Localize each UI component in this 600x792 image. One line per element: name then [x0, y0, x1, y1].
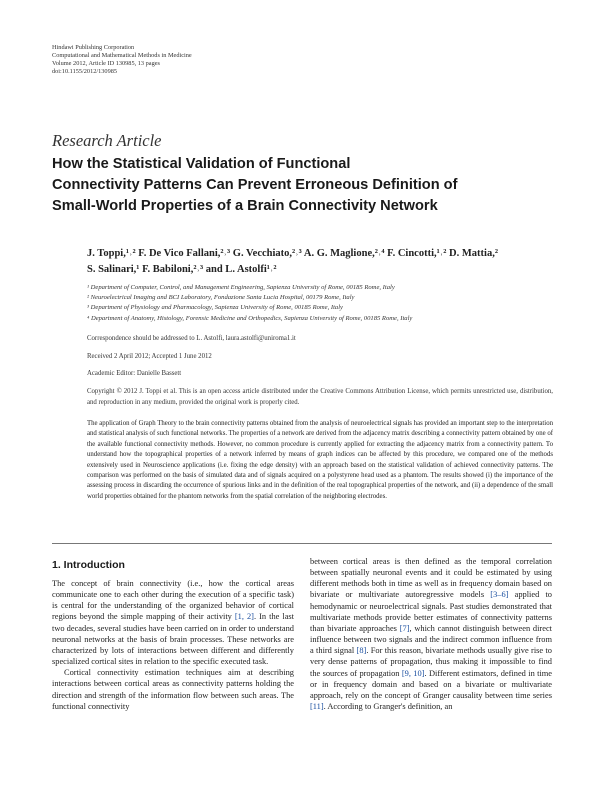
citation-link[interactable]: [9, 10]	[401, 668, 425, 678]
publisher-name: Hindawi Publishing Corporation	[52, 44, 135, 51]
citation-link[interactable]: [1, 2]	[234, 612, 254, 622]
author-list	[87, 246, 557, 278]
left-column	[52, 578, 294, 712]
abstract: The application of Graph Theory to the brain connectivity patterns obtained from the analysis of neuroelectrical signals has provided an important step to the interpretation and statistical analysis of such functional networks. The properties of a network are derived from the adjacency matrix describing a connectivity pattern obtained by one of the available functional connectivity methods. However, no common procedure is currently applied for extracting the adjacency matrix from a connectivity pattern. To understand how the topographical properties of a network inferred by means of graph indices can be affected by this procedure, we compared one of the methods extensively used in Neuroscience applications (i.e. fixing the edge density) with an approach based on the statistical validation of achieved connectivity patterns. The comparison was performed on the basis of simulated data and of signals acquired on a polystyrene head used as a phantom. The results showed (i) the importance of the assessing process in discarding the occurrence of spurious links and in the definition of the real topographical properties of the network, and (ii) a dependence of the small world properties obtained for the phantom networks from the spatial correlation of the neighboring electrodes.	[87, 420, 553, 500]
article-type: Research Article	[52, 131, 162, 150]
section-divider	[52, 543, 552, 544]
text-run: . In the last two decades, several studies have been carried on in order to understand neuronal networks at the basis of brain processes. These networks are characterized by lots of interactions between different and differently specialized cortical sites in relation to the specific executed task.	[52, 612, 295, 667]
text-run: . According to Granger's definition, an	[323, 702, 453, 712]
text-run: applied to hemodynamic or neuroelectrical signals. Past studies demonstrated that multivariate methods provide better estimates of connectivity patterns than bivariate approaches	[310, 590, 552, 633]
journal-name: Computational and Mathematical Methods in Medicine	[52, 52, 192, 60]
affiliations	[87, 283, 557, 324]
text-run: . For this reason, bivariate methods usually give rise to very dense patterns of propagation, thus making it impossible to find the sources of propagation	[310, 646, 552, 678]
citation-link[interactable]: [8]	[356, 646, 367, 656]
volume-info: Volume 2012, Article ID 130985, 13 pages	[52, 60, 160, 68]
citation-link[interactable]: [7]	[399, 623, 410, 633]
text-run: The concept of brain connectivity (i.e., how the cortical areas communicate one to each other during the execution of a specific task) is central for the understanding of the organized behavior of cortical regions beyond the simple mapping of their activity	[52, 579, 294, 622]
section-heading: 1. Introduction	[52, 559, 125, 571]
article-dates: Received 2 April 2012; Accepted 1 June 2012	[87, 353, 212, 360]
title-line: Small-World Properties of a Brain Connectivity Network	[52, 198, 438, 214]
author-line: S. Salinari,¹ F. Babiloni,²˒³ and L. Astolfi¹˒²	[87, 264, 277, 275]
academic-editor: Academic Editor: Danielle Bassett	[87, 370, 182, 377]
citation-link[interactable]: [11]	[310, 702, 324, 712]
copyright-notice: Copyright © 2012 J. Toppi et al. This is an open access article distributed under the Creative Commons Attribution License, which permits unrestricted use, distribution, and reproduction in any medium, provided the original work is properly cited.	[87, 388, 553, 406]
paragraph: Cortical connectivity estimation techniques aim at describing interactions between cortical areas as connectivity patterns holding the direction and strength of the information flow between such areas. The functional connectivity	[52, 668, 294, 711]
text-run: between cortical areas is then defined as the temporal correlation between spatially neuronal events and it could be estimated by using different methods both in time as well as in frequency domain based on bivariate or multivariate autoregressive models	[310, 557, 552, 600]
paragraph	[310, 556, 552, 712]
article-title	[52, 154, 552, 217]
paragraph	[52, 578, 294, 667]
correspondence: Correspondence should be addressed to L. Astolfi, laura.astolfi@uniroma1.it	[87, 335, 296, 342]
text-run: , which cannot distinguish between direct influence between two signals and the indirect common influence from a third signal	[310, 623, 552, 656]
affiliation: ⁴ Department of Anatomy, Histology, Forensic Medicine and Orthopedics, Sapienza University of Rome, 00185 Rome, Italy	[87, 314, 413, 322]
affiliation: ³ Department of Physiology and Pharmacology, Sapienza University of Rome, 00185 Rome, Italy	[87, 304, 343, 312]
publication-header	[52, 44, 192, 76]
affiliation: ¹ Department of Computer, Control, and Management Engineering, Sapienza University of Rome, 00185 Rome, Italy	[87, 284, 395, 291]
author-line: J. Toppi,¹˒² F. De Vico Fallani,²˒³ G. Vecchiato,²˒³ A. G. Maglione,²˒⁴ F. Cincotti,¹˒² D. Mattia,²	[87, 248, 498, 259]
citation-link[interactable]: [3–6]	[490, 590, 509, 600]
doi[interactable]: doi:10.1155/2012/130985	[52, 68, 118, 76]
text-run: . Different estimators, defined in time or in frequency domain and based on a bivariate or multivariate approach, rely on the concept of Granger causality between time series	[310, 668, 553, 700]
title-line: Connectivity Patterns Can Prevent Erroneous Definition of	[52, 177, 458, 193]
right-column	[310, 556, 552, 712]
title-line: How the Statistical Validation of Functional	[52, 156, 351, 172]
affiliation: ² Neuroelectrical Imaging and BCI Laboratory, Fondazione Santa Lucia Hospital, 00179 Rome, Italy	[87, 294, 355, 302]
